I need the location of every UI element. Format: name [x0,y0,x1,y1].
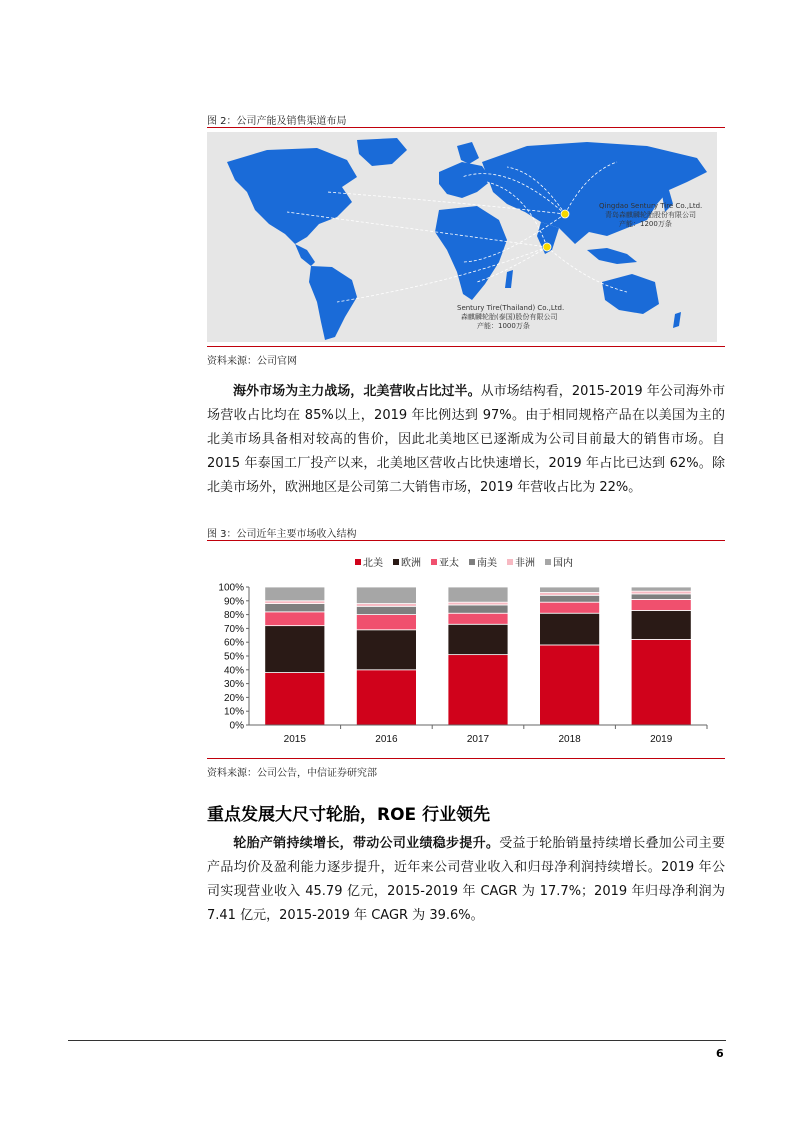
revenue-structure-chart [207,545,725,755]
legend-label-1: 欧洲 [401,558,421,569]
y-tick-label: 80% [223,610,244,622]
bar-2017-1 [448,624,508,654]
section-heading: 重点发展大尺寸轮胎，ROE 行业领先 [207,805,491,825]
figure2-top-rule [207,127,725,128]
bar-2015-5 [265,587,325,601]
qingdao-label-en: Qingdao Sentury Tire Co.,Ltd. [599,202,703,210]
legend-swatch-4 [507,559,513,565]
x-tick-label-2017: 2017 [466,734,490,745]
footer-rule [68,1040,726,1041]
bar-2017-3 [448,605,508,613]
y-tick-label: 60% [223,637,244,649]
bar-2015-3 [265,604,325,612]
bar-2017-4 [448,602,508,605]
bar-2019-2 [631,599,691,610]
legend-label-0: 北美 [363,558,383,569]
chart-svg [207,545,725,755]
qingdao-capacity: 产能：1200万条 [619,220,672,228]
world-map-svg [207,132,717,342]
y-axis [218,583,249,732]
figure2-bottom-rule [207,346,725,347]
y-tick-label: 90% [223,596,244,608]
figure3-title: 图 3：公司近年主要市场收入结构 [207,529,357,540]
paragraph-body: 从市场结构看，2015-2019 年公司海外市场营收占比均在 85%以上，2019 年比例达到 97%。由于相同规格产品在以美国为主的北美市场具备相对较高的售价，因此北美地区已逐渐成为公司目前最大的销售市场。自 2015 年泰国工厂投产以来，北美地区营收占比快速增长，2019 年占比已达到 62%。除北美市场外，欧洲地区是公司第二大销售市场，2019 年营收占比为 22%。 [207,384,725,495]
y-tick-label: 40% [223,665,244,677]
bar-2018-4 [540,593,600,596]
bar-2018-5 [540,587,600,593]
legend-label-5: 国内 [553,558,573,569]
qingdao-label-cn: 青岛森麒麟轮胎股份有限公司 [605,211,696,219]
y-tick-label: 10% [223,706,244,718]
bars [265,587,691,725]
figure3-top-rule [207,540,725,541]
y-tick-label: 100% [218,582,244,594]
paragraph2-body: 受益于轮胎销量持续增长叠加公司主要产品均价及盈利能力逐步提升，近年来公司营业收入和归母净利润持续增长。2019 年公司实现营业收入 45.79 亿元，2015-2019 年 CAGR 为 17.7%；2019 年归母净利润为 7.41 亿元，2015-2019 年 CAGR 为 39.6%。 [207,836,725,923]
bar-2018-1 [540,613,600,645]
legend-swatch-0 [355,559,361,565]
bar-2019-0 [631,639,691,725]
thailand-capacity: 产能：1000万条 [477,322,530,330]
legend-label-2: 亚太 [439,558,459,569]
bar-2015-1 [265,626,325,673]
figure2-title: 图 2：公司产能及销售渠道布局 [207,116,347,127]
bar-2016-5 [356,587,416,604]
paragraph-lead: 海外市场为主力战场，北美营收占比过半。 [233,384,481,399]
thailand-marker [543,243,551,251]
paragraph2-lead: 轮胎产销持续增长，带动公司业绩稳步提升。 [233,836,500,851]
legend-swatch-1 [393,559,399,565]
y-tick-label: 50% [223,651,244,663]
x-axis [249,725,707,745]
chart-legend [355,556,573,569]
thailand-label-en: Sentury Tire(Thailand) Co.,Ltd. [457,304,565,312]
world-map [207,132,717,342]
bar-2017-2 [448,613,508,624]
y-tick-label: 30% [223,679,244,691]
bar-2015-4 [265,601,325,604]
bar-2015-2 [265,612,325,626]
y-tick-label: 70% [223,623,244,635]
bar-2018-2 [540,602,600,613]
bar-2019-1 [631,610,691,639]
x-tick-label-2019: 2019 [650,734,673,745]
y-tick-label: 20% [223,692,244,704]
x-tick-label-2016: 2016 [375,734,398,745]
qingdao-marker [561,210,569,218]
bar-2016-4 [356,604,416,607]
bar-2019-4 [631,591,691,594]
figure3-source: 资料来源：公司公告，中信证券研究部 [207,768,377,779]
paragraph-growth [207,832,725,928]
bar-2016-1 [356,630,416,670]
legend-swatch-2 [431,559,437,565]
bar-2019-5 [631,587,691,591]
legend-swatch-5 [545,559,551,565]
thailand-label-cn: 森麒麟轮胎(泰国)股份有限公司 [461,313,558,321]
bar-2018-3 [540,595,600,602]
legend-swatch-3 [469,559,475,565]
bar-2017-5 [448,587,508,602]
legend-label-4: 非洲 [515,558,535,569]
paragraph-overseas-market [207,380,725,500]
bar-2018-0 [540,645,600,725]
x-tick-label-2018: 2018 [558,734,581,745]
y-tick-label: 0% [229,720,244,732]
legend-label-3: 南美 [477,558,497,569]
bar-2015-0 [265,673,325,725]
bar-2016-0 [356,670,416,725]
bar-2016-2 [356,615,416,630]
figure3-bottom-rule [207,758,725,759]
bar-2016-3 [356,606,416,614]
bar-2019-3 [631,594,691,600]
page-number: 6 [716,1047,724,1060]
x-tick-label-2015: 2015 [283,734,306,745]
bar-2017-0 [448,655,508,725]
figure2-source: 资料来源：公司官网 [207,356,297,367]
